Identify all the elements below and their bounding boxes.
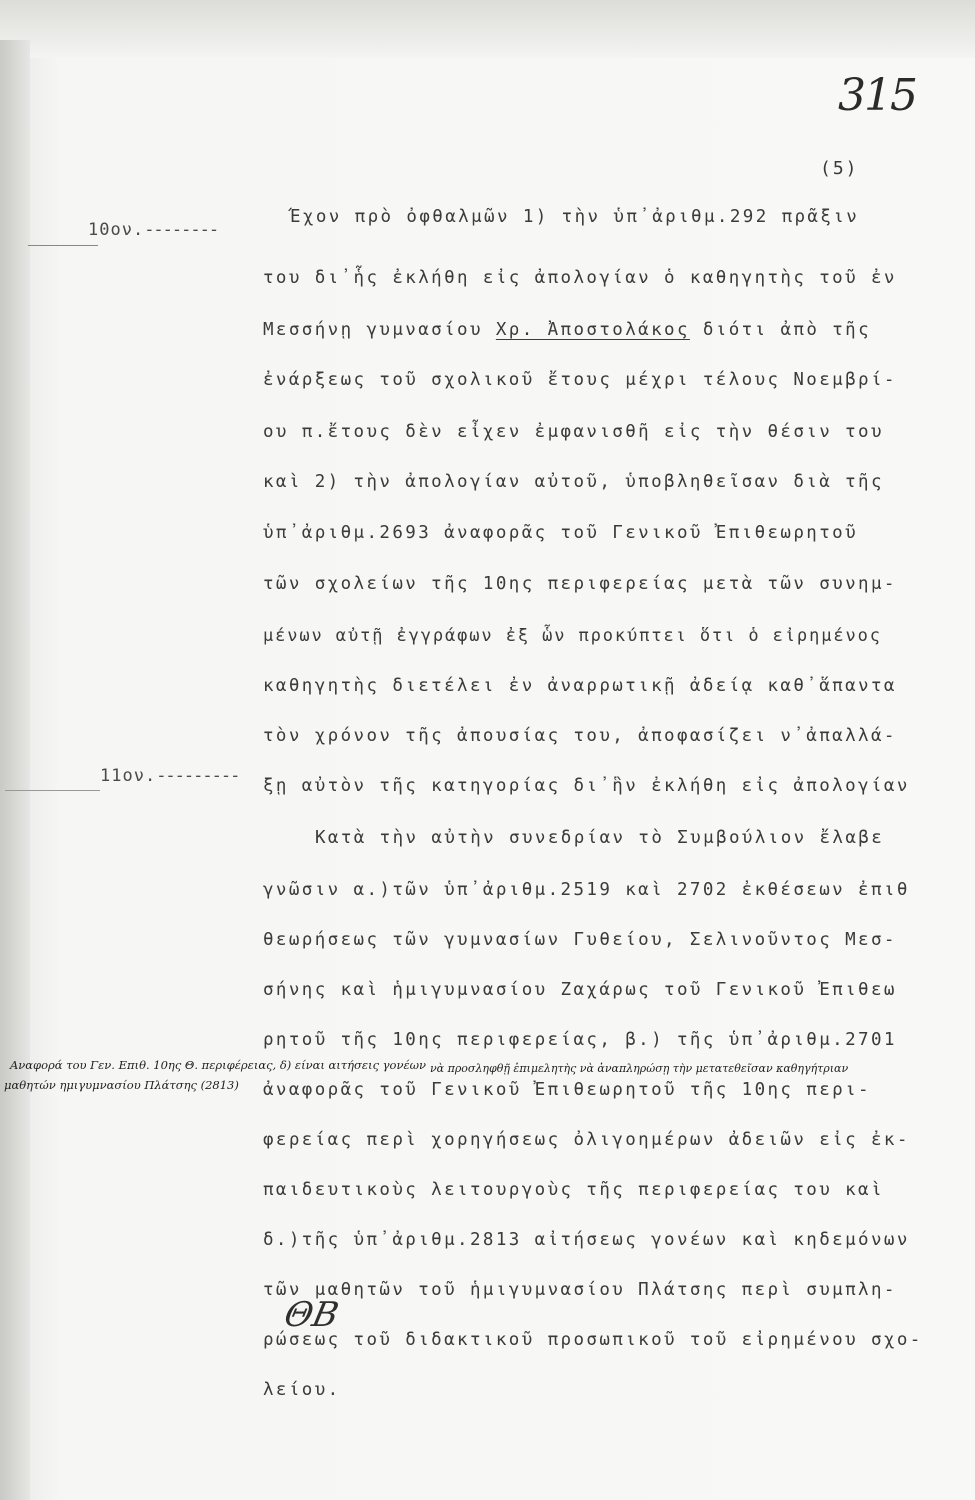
text-line-5: ου π.ἔτους δὲν εἶχεν ἐμφανισθῆ εἰς τὴν θέσιν του (263, 422, 884, 442)
handwritten-margin-note-line-1: Αναφορά του Γεν. Επιθ. 10ης Θ. περιφέρειας, δ) είναι αιτήσεις γονέων (10, 1058, 426, 1072)
text-line-3-segment: Μεσσήνῃ γυμνασίου Χρ. Ἀποστολάκος διότι ἀπὸ τῆς (263, 320, 872, 340)
handwritten-interlinear-note: νὰ προσληφθῇ ἐπιμελητὴς νὰ ἀναπληρώσῃ τὴν μετατεθεῖσαν καθηγήτριαν (430, 1062, 849, 1075)
paragraph-label-11 (60, 766, 239, 786)
text-line-24: λείου. (263, 1380, 341, 1400)
text-line-14: γνῶσιν α.)τῶν ὑπ᾽ἀριθμ.2519 καὶ 2702 ἐκθέσεων ἐπιθ (263, 880, 910, 900)
scan-top-shadow (0, 0, 975, 58)
text-line-3 (263, 320, 871, 340)
text-line-15: θεωρήσεως τῶν γυμνασίων Γυθείου, Σελινοῦντος Μεσ- (263, 930, 897, 950)
text-line-20: παιδευτικοὺς λειτουργοὺς τῆς περιφερείας του καὶ (263, 1180, 884, 1200)
text-line-8: τῶν σχολείων τῆς 10ης περιφερείας μετὰ τῶν συνημ- (263, 574, 897, 594)
paragraph-number-10: 10ον. (88, 220, 145, 240)
label-dashes-10: -------- (144, 220, 219, 240)
text-line-12: ξῃ αὐτὸν τῆς κατηγορίας δι᾽ἣν ἐκλήθη εἰς ἀπολογίαν (263, 776, 910, 796)
text-line-13: Κατὰ τὴν αὐτὴν συνεδρίαν τὸ Συμβούλιον ἔλαβε (315, 828, 885, 848)
handwritten-initials: ΘΒ (280, 1295, 343, 1335)
text-line-4: ἐνάρξεως τοῦ σχολικοῦ ἔτους μέχρι τέλους Νοεμβρί- (263, 370, 897, 390)
folio-stamp-number: 315 (838, 70, 916, 121)
paragraph-number-11: 11ον. (100, 766, 157, 786)
text-line-2: του δι᾽ἧς ἐκλήθη εἰς ἀπολογίαν ὁ καθηγητὴς τοῦ ἐν (263, 268, 897, 288)
text-line-19: φερείας περὶ χορηγήσεως ὀλιγοημέρων ἀδειῶν εἰς ἐκ- (263, 1130, 910, 1150)
text-line-6: καὶ 2) τὴν ἀπολογίαν αὐτοῦ, ὑποβληθεῖσαν διὰ τῆς (263, 472, 884, 492)
text-line-17: ρητοῦ τῆς 10ης περιφερείας, β.) τῆς ὑπ᾽ἀριθμ.2701 (263, 1030, 897, 1050)
label-dashes-11: --------- (156, 766, 240, 786)
underlined-name: Χρ. Ἀποστολάκος (495, 320, 690, 340)
text-line-23: ρώσεως τοῦ διδακτικοῦ προσωπικοῦ τοῦ εἰρημένου σχο- (263, 1330, 923, 1350)
paragraph-label-10 (60, 220, 218, 240)
text-line-22: τῶν μαθητῶν τοῦ ἡμιγυμνασίου Πλάτσης περὶ συμπλη- (263, 1280, 897, 1300)
handwritten-margin-note-line-2: μαθητών ημιγυμνασίου Πλάτσης (2813) (4, 1078, 239, 1092)
text-line-9: μένων αὐτῇ ἐγγράφων ἐξ ὧν προκύπτει ὅτι ὁ εἰρημένος (263, 626, 882, 646)
margin-dotted-rule-11 (5, 790, 100, 791)
text-line-21: δ.)τῆς ὑπ᾽ἀριθμ.2813 αἰτήσεως γονέων καὶ κηδεμόνων (263, 1230, 910, 1250)
text-line-16: σήνης καὶ ἡμιγυμνασίου Ζαχάρως τοῦ Γενικοῦ Ἐπιθεω (263, 980, 897, 1000)
page-number: (5) (820, 158, 859, 179)
text-line-7: ὑπ᾽ἀριθμ.2693 ἀναφορᾶς τοῦ Γενικοῦ Ἐπιθεωρητοῦ (263, 523, 859, 543)
binding-spine-shadow (0, 40, 30, 1500)
text-line-10: καθηγητὴς διετέλει ἐν ἀναρρωτικῇ ἀδείᾳ καθ᾽ἅπαντα (263, 676, 897, 696)
text-line-1: Έχον πρὸ ὀφθαλμῶν 1) τὴν ὑπ᾽ἀριθμ.292 πρᾶξιν (290, 207, 860, 227)
margin-dotted-rule-10 (28, 245, 98, 246)
text-line-18: ἀναφορᾶς τοῦ Γενικοῦ Ἐπιθεωρητοῦ τῆς 10ης περι- (263, 1080, 871, 1100)
text-line-11: τὸν χρόνον τῆς ἀπουσίας του, ἀποφασίζει ν᾽ἀπαλλά- (263, 726, 897, 746)
